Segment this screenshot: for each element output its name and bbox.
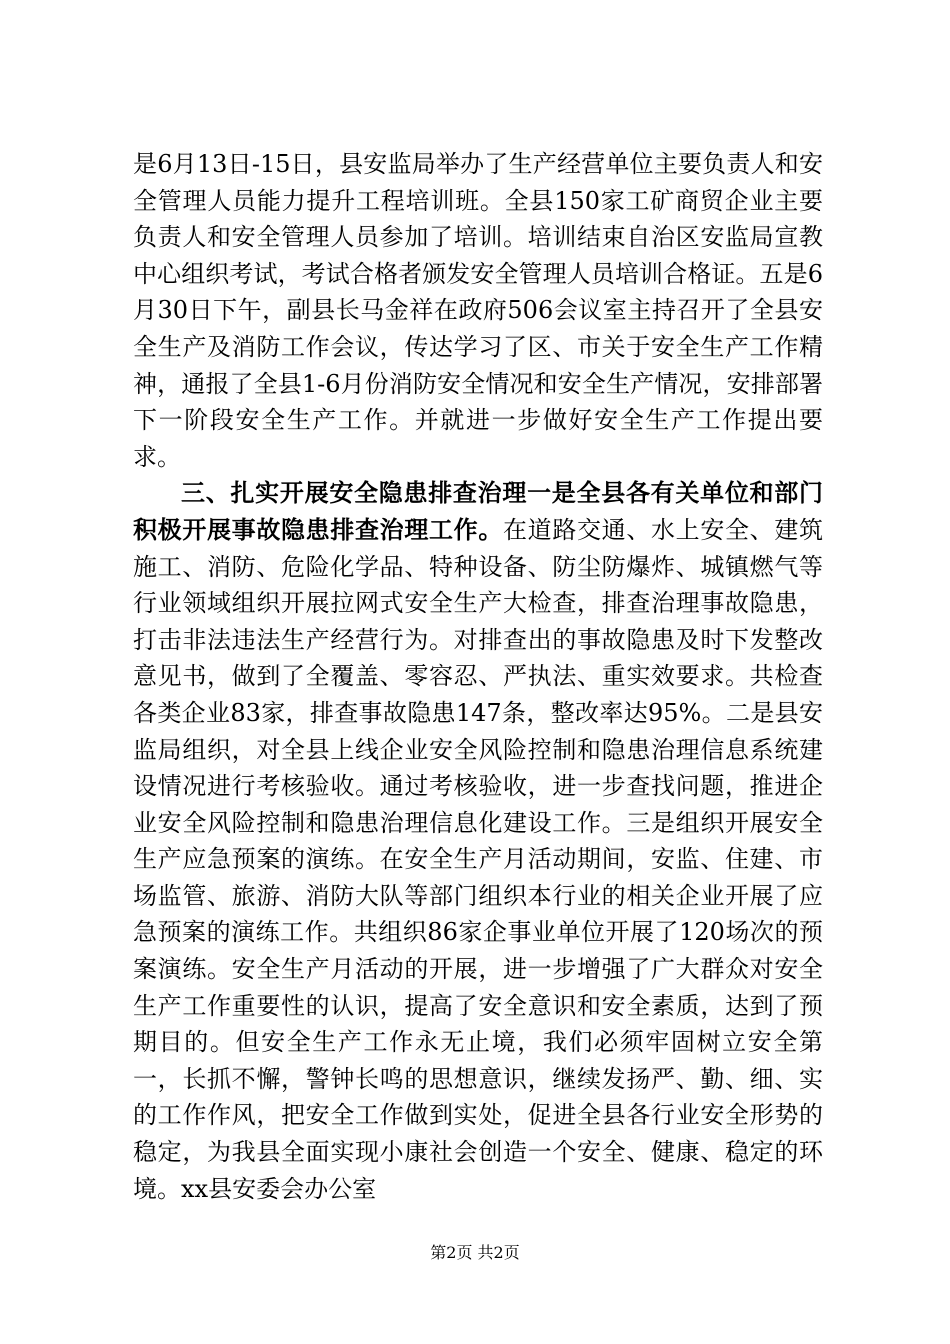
page-footer: 第2页 共2页 xyxy=(430,1243,520,1262)
section-heading: 三、扎实开展安全隐患排查治理一是全县各有关单位和部门积极开展事故隐患排查治理工作。 xyxy=(133,478,823,544)
paragraph-2 xyxy=(133,475,823,1207)
paragraph-1: 是6月13日-15日，县安监局举办了生产经营单位主要负责人和安全管理人员能力提升工程培训班。全县150家工矿商贸企业主要负责人和安全管理人员参加了培训。培训结束自治区安监局宣教中心组织考试，考试合格者颁发安全管理人员培训合格证。五是6月30日下午，副县长马金祥在政府506会议室主持召开了全县安全生产及消防工作会议，传达学习了区、市关于安全生产工作精神，通报了全县1-6月份消防安全情况和安全生产情况，安排部署下一阶段安全生产工作。并就进一步做好安全生产工作提出要求。 xyxy=(133,150,823,471)
document-body xyxy=(133,146,823,1207)
paragraph-2-body: 在道路交通、水上安全、建筑施工、消防、危险化学品、特种设备、防尘防爆炸、城镇燃气等行业领域组织开展拉网式安全生产大检查，排查治理事故隐患，打击非法违法生产经营行为。对排查出的事故隐患及时下发整改意见书，做到了全覆盖、零容忍、严执法、重实效要求。共检查各类企业83家，排查事故隐患147条，整改率达95%。二是县安监局组织，对全县上线企业安全风险控制和隐患治理信息系统建设情况进行考核验收。通过考核验收，进一步查找问题，推进企业安全风险控制和隐患治理信息化建设工作。三是组织开展安全生产应急预案的演练。在安全生产月活动期间，安监、住建、市场监管、旅游、消防大队等部门组织本行业的相关企业开展了应急预案的演练工作。共组织86家企事业单位开展了120场次的预案演练。安全生产月活动的开展，进一步增强了广大群众对安全生产工作重要性的认识，提高了安全意识和安全素质，达到了预期目的。但安全生产工作永无止境，我们必须牢固树立安全第一，长抓不懈，警钟长鸣的思想意识，继续发扬严、勤、细、实的工作作风，把安全工作做到实处，促进全县各行业安全形势的稳定，为我县全面实现小康社会创造一个安全、健康、稳定的环境。xx县安委会办公室 xyxy=(133,515,823,1203)
